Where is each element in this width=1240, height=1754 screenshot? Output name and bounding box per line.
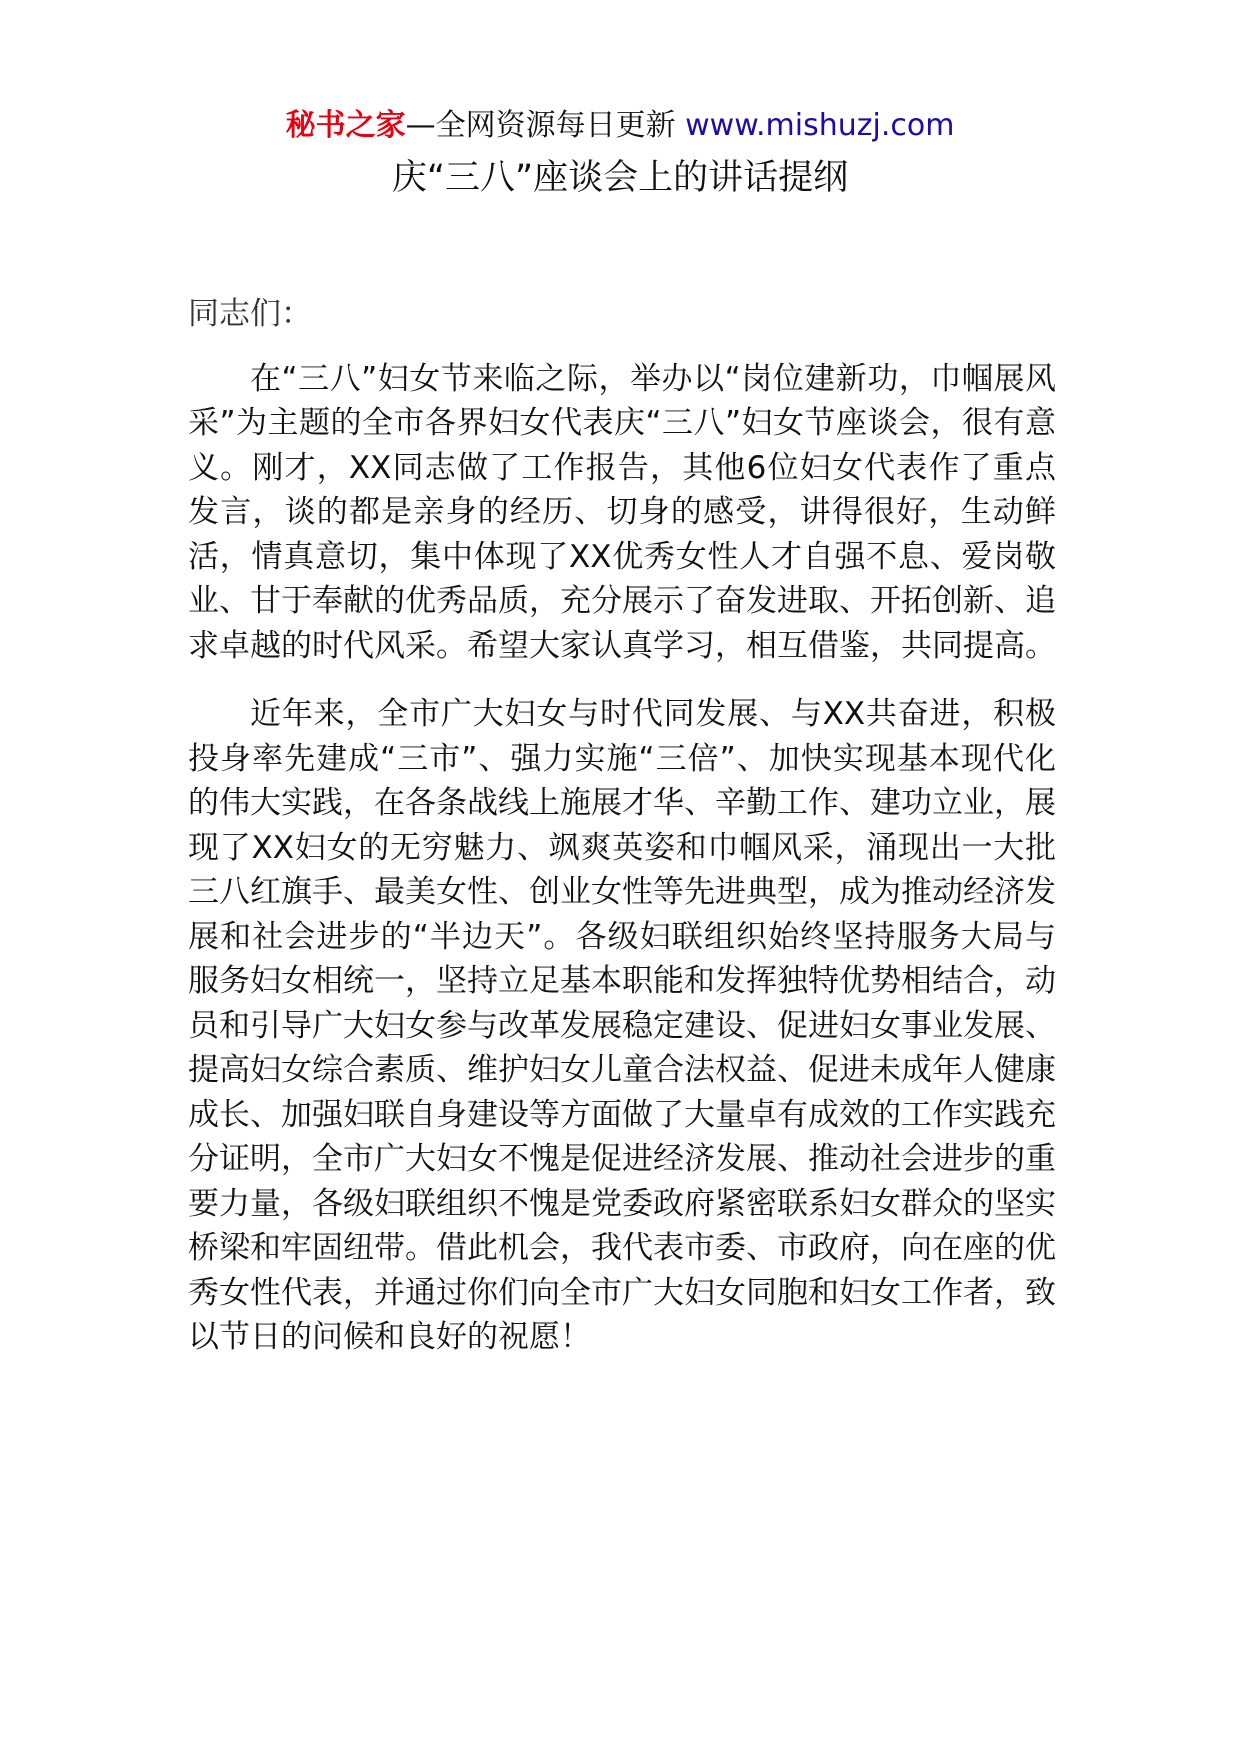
site-header [0, 104, 1240, 148]
paragraph-2: 近年来，全市广大妇女与时代同发展、与XX共奋进，积极投身率先建成“三市”、强力实施“三倍”、加快实现基本现代化的伟大实践，在各条战线上施展才华、辛勤工作、建功立业，展现了XX妇女的无穷魅力、飒爽英姿和巾帼风采，涌现出一大批三八红旗手、最美女性、创业女性等先进典型，成为推动经济发展和社会进步的“半边天”。各级妇联组织始终坚持服务大局与服务妇女相统一，坚持立足基本职能和发挥独特优势相结合，动员和引导广大妇女参与改革发展稳定建设、促进妇女事业发展、提高妇女综合素质、维护妇女儿童合法权益、促进未成年人健康成长、加强妇联自身建设等方面做了大量卓有成效的工作实践充分证明，全市广大妇女不愧是促进经济发展、推动社会进步的重要力量，各级妇联组织不愧是党委政府紧密联系妇女群众的坚实桥梁和牢固纽带。借此机会，我代表市委、市政府，向在座的优秀女性代表，并通过你们向全市广大妇女同胞和妇女工作者，致以节日的问候和良好的祝愿！ [188, 696, 1056, 1355]
paragraph-1: 在“三八”妇女节来临之际，举办以“岗位建新功，巾帼展风采”为主题的全市各界妇女代表庆“三八”妇女节座谈会，很有意义。刚才，XX同志做了工作报告，其他6位妇女代表作了重点发言，谈的都是亲身的经历、切身的感受，讲得很好，生动鲜活，情真意切，集中体现了XX优秀女性人才自强不息、爱岗敬业、甘于奉献的优秀品质，充分展示了奋发进取、开拓创新、追求卓越的时代风采。希望大家认真学习，相互借鉴，共同提高。 [188, 360, 1056, 664]
site-brand: 秘书之家 [285, 108, 406, 143]
document-title: 庆“三八”座谈会上的讲话提纲 [391, 158, 849, 198]
document-body [188, 292, 1056, 1384]
site-tagline: —全网资源每日更新 [405, 108, 676, 143]
site-url-link[interactable]: www.mishuzj.com [685, 108, 955, 143]
salutation: 同志们： [188, 296, 312, 332]
